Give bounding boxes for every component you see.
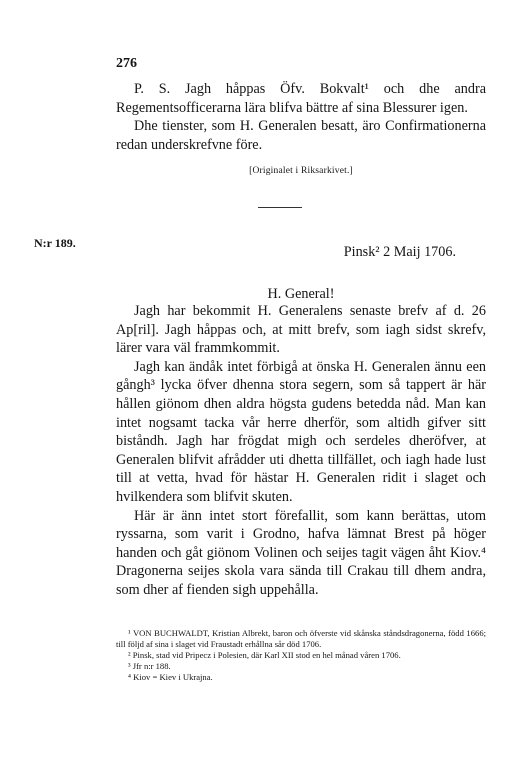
footnotes [116,628,486,683]
letter-body [116,302,486,600]
footnote: ¹ VON BUCHWALDT, Kristian Albrekt, baron och öfverste vid skånska ståndsdragonerna, född 1666; till följd af sina i slaget vid Fraustadt erhållna sår död 1706. [116,628,486,649]
footnote: ³ Jfr n:r 188. [128,661,171,671]
postscript-paragraph: Dhe tienster, som H. Generalen besatt, äro Confirmationerna redan underskrefvne före. [116,118,486,153]
salutation: H. General! [267,286,335,302]
postscript [116,80,486,154]
source-note: [Originalet i Riksarkivet.] [249,166,353,176]
footnote: ⁴ Kiov = Kiev i Ukrajna. [128,672,213,682]
body-paragraph: Här är änn intet stort förefallit, som kann berättas, utom ryssarna, som varit i Grodno, hafva lämnat Brest på höger handen och gåt giönom Volinen och seijes tagit vägen åht Kiov.⁴ Dragonerna seijes skola vara sända till Crakau till dhem andra, som dher af fienden sigh uppehålla. [116,507,486,598]
body-paragraph: Jagh kan ändåk intet förbigå at önska H. Generalen ännu een gångh³ lycka öfver dhenna stora segern, som så tappert är här hållen giönom dhen aldra högsta gudens betedda nåd. Man kan intet nogsamt tacka vår herre dherför, som altidh gifver sitt biståndh. Jagh har frögdat migh och serdeles dheröfver, at Generalen blifvit afrådder uti dhetta tillfället, och iagh hade lust till at vetta, hvad för hästar H. Generalen ridit i slaget och hvilkendera som blifvit skuten. [116,358,486,505]
body-paragraph: Jagh har bekommit H. Generalens senaste brefv af d. 26 Ap[ril]. Jagh håppas och, at mitt brefv, som iagh sidst skrefv, lärer vara väl frammkommit. [116,303,486,357]
footnote: ² Pinsk, stad vid Pripecz i Polesien, där Karl XII stod en hel månad våren 1706. [128,650,401,660]
section-divider [258,207,302,208]
postscript-paragraph: P. S. Jagh håppas Öfv. Bokvalt¹ och dhe andra Regementsofficerarna lära blifva bättre af sina Blessurer igen. [116,81,486,116]
page-number: 276 [116,56,137,71]
place-date: Pinsk² 2 Maij 1706. [343,244,456,260]
document-number: N:r 189. [34,236,76,250]
